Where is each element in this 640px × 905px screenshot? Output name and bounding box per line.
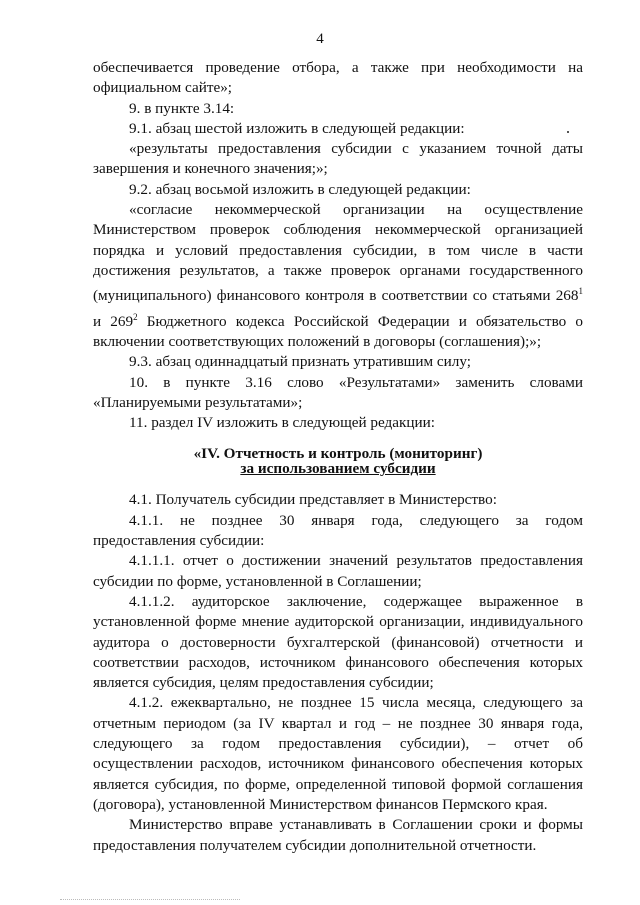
paragraph: 9.3. абзац одиннадцатый признать утратившим силу; <box>129 353 471 371</box>
page-number: 4 <box>316 31 324 47</box>
paragraph: 4.1.1.1. отчет о достижении значений результатов предоставления субсидии по форме, установленной в Соглашении; <box>93 552 583 590</box>
paragraph: 10. в пункте 3.16 слово «Результатами» заменить словами «Планируемыми результатами»; <box>93 373 583 411</box>
paragraph: Министерство вправе устанавливать в Соглашении сроки и формы предоставления получателем субсидии дополнительной отчетности. <box>93 816 583 854</box>
superscript: 1 <box>578 286 583 297</box>
paragraph: 4.1.2. ежеквартально, не позднее 15 числа месяца, следующего за отчетным периодом (за IV квартал и год – не позднее 30 января года, следующего за годом предоставления субсидии), – отчет об осуществлении расходов, источником финансового обеспечения которых является субсидия, по форме, определенной типовой формой соглашения (договора), установленной Министерством финансов Пермского края. <box>93 694 583 813</box>
paragraph: обеспечивается проведение отбора, а также при необходимости на официальном сайте»; <box>93 59 583 97</box>
paragraph: 4.1. Получатель субсидии представляет в Министерство: <box>129 491 497 509</box>
paragraph-text: «согласие некоммерческой организации на осуществление Министерством проверок соблюдения некоммерческой организацией порядка и условий предоставления субсидии, в том числе в части достижения результатов, а также проверок органами государственного (муниципального) финансового контроля в соответствии со статьями 268 <box>93 201 583 305</box>
superscript: 2 <box>133 311 138 322</box>
paragraph: 4.1.1.2. аудиторское заключение, содержащее выраженное в установленной форме мнение аудиторской организации, индивидуального аудитора о достоверности бухгалтерской (финансовой) отчетности и соответствии расходов, источником финансового обеспечения которых является субсидия, целям предоставления субсидии; <box>93 592 583 692</box>
document-body <box>93 58 583 856</box>
scan-artifact <box>60 899 240 901</box>
paragraph: 9.1. абзац шестой изложить в следующей редакции: <box>129 119 465 137</box>
paragraph: 4.1.1. не позднее 30 января года, следующего за годом предоставления субсидии: <box>93 511 583 550</box>
paragraph: 9.2. абзац восьмой изложить в следующей редакции: <box>129 180 471 198</box>
paragraph: 9. в пункте 3.14: <box>129 99 235 117</box>
paragraph-text: Бюджетного кодекса Российской Федерации и обязательство о включении соответствующих положений в договоры (соглашения);»; <box>93 312 583 350</box>
paragraph: «результаты предоставления субсидии с указанием точной даты завершения и конечного значения;»; <box>93 140 583 178</box>
paragraph-text: и 269 <box>93 312 134 330</box>
paragraph <box>93 200 583 352</box>
paragraph: 11. раздел IV изложить в следующей редакции: <box>129 414 436 432</box>
heading-line: за использованием субсидии <box>240 460 436 478</box>
section-heading <box>93 446 583 476</box>
heading-line: «IV. Отчетность и контроль (мониторинг) <box>193 445 483 463</box>
